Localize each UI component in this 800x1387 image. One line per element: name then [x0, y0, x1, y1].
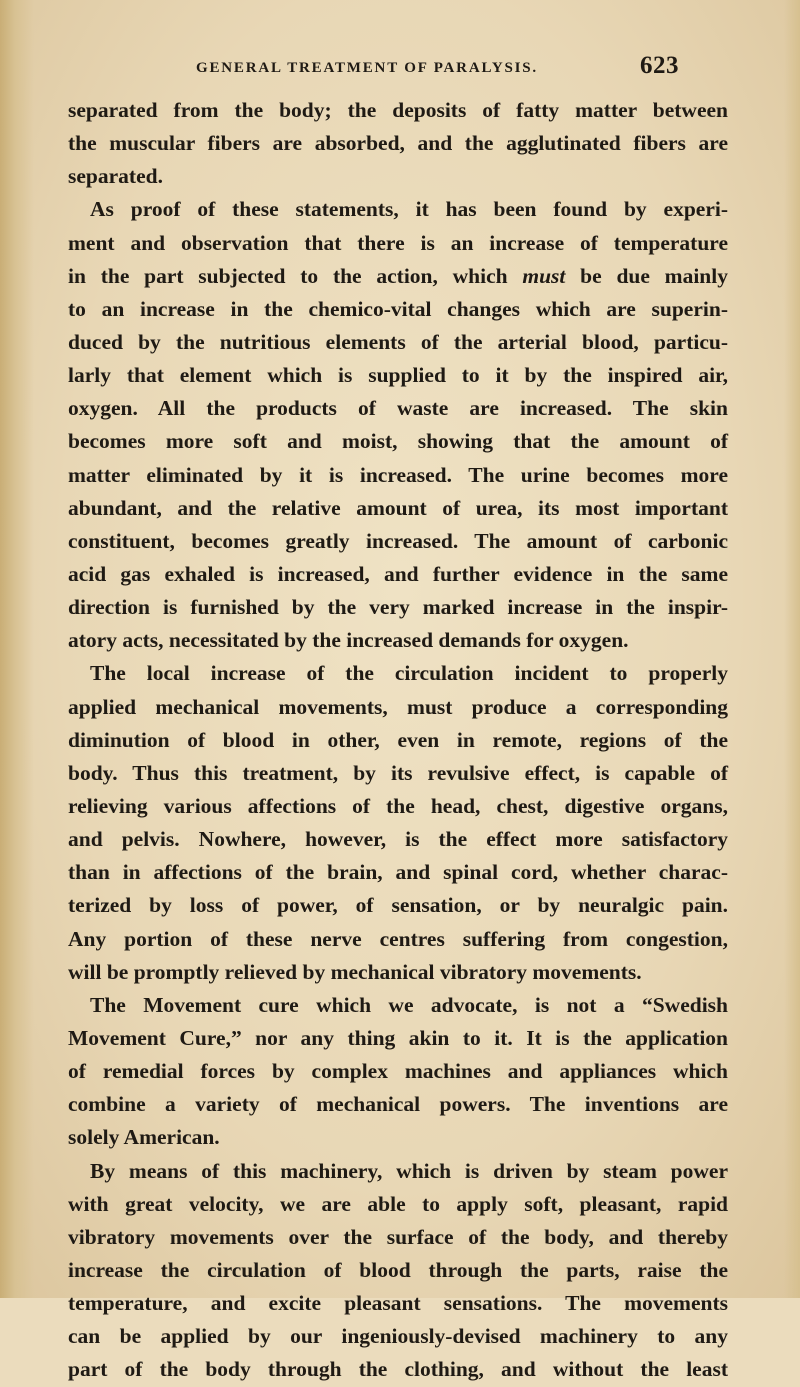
text-line: increase the circulation of blood through the parts, raise the — [68, 1257, 728, 1282]
running-head-title: GENERAL TREATMENT OF PARALYSIS. — [196, 60, 538, 76]
text-line: Any portion of these nerve centres suffering from congestion, — [68, 926, 728, 951]
text-line: terized by loss of power, of sensation, or by neuralgic pain. — [68, 893, 728, 918]
text-line: matter eliminated by it is increased. The urine becomes more — [68, 462, 728, 487]
page-left-edge-shadow — [0, 0, 34, 1298]
text-line: and pelvis. Nowhere, however, is the effect more satisfactory — [68, 827, 728, 852]
text-line: temperature, and excite pleasant sensations. The movements — [68, 1291, 728, 1316]
text-line: abundant, and the relative amount of urea, its most important — [68, 495, 728, 520]
text-line: vibratory movements over the surface of the body, and thereby — [68, 1224, 728, 1249]
text-line: The Movement cure which we advocate, is not a “Swedish — [90, 992, 728, 1017]
text-line-part: be due mainly — [565, 263, 728, 288]
text-line: direction is furnished by the very marked increase in the inspir- — [68, 595, 728, 620]
page-number: 623 — [640, 52, 679, 79]
emphasized-word: must — [522, 263, 566, 288]
text-line: combine a variety of mechanical powers. The inventions are — [68, 1092, 728, 1117]
text-line: relieving various affections of the head, chest, digestive organs, — [68, 793, 728, 818]
text-line: than in affections of the brain, and spinal cord, whether charac- — [68, 860, 728, 885]
text-line: duced by the nutritious elements of the arterial blood, particu- — [68, 329, 728, 354]
text-line: The local increase of the circulation incident to properly — [90, 661, 728, 686]
text-line: diminution of blood in other, even in remote, regions of the — [68, 727, 728, 752]
text-line: becomes more soft and moist, showing that the amount of — [68, 429, 728, 454]
text-line: Movement Cure,” nor any thing akin to it. It is the application — [68, 1025, 728, 1050]
page-right-edge-shadow — [784, 0, 800, 1298]
text-line: constituent, becomes greatly increased. The amount of carbonic — [68, 528, 728, 553]
text-line: oxygen. All the products of waste are increased. The skin — [68, 396, 728, 421]
text-line: atory acts, necessitated by the increased demands for oxygen. — [68, 628, 629, 653]
text-line — [68, 260, 728, 293]
text-line: acid gas exhaled is increased, and further evidence in the same — [68, 561, 728, 586]
text-line: separated. — [68, 164, 163, 189]
text-line: larly that element which is supplied to it by the inspired air, — [68, 363, 728, 388]
text-line: of remedial forces by complex machines and appliances which — [68, 1059, 728, 1084]
text-line-part: in the part subjected to the action, which — [68, 263, 523, 288]
body-text — [68, 94, 728, 1386]
text-line: As proof of these statements, it has been found by experi- — [90, 197, 728, 222]
text-line: will be promptly relieved by mechanical vibratory movements. — [68, 959, 642, 984]
text-line: ment and observation that there is an increase of temperature — [68, 230, 728, 255]
text-line: solely American. — [68, 1125, 220, 1150]
text-line: applied mechanical movements, must produce a corresponding — [68, 694, 728, 719]
text-line: the muscular fibers are absorbed, and the agglutinated fibers are — [68, 131, 728, 156]
text-line: By means of this machinery, which is driven by steam power — [90, 1158, 728, 1183]
text-line: body. Thus this treatment, by its revulsive effect, is capable of — [68, 760, 728, 785]
text-line: to an increase in the chemico-vital changes which are superin- — [68, 296, 728, 321]
text-line: part of the body through the clothing, and without the least — [68, 1357, 728, 1382]
text-line: with great velocity, we are able to apply soft, pleasant, rapid — [68, 1191, 728, 1216]
running-head — [0, 52, 800, 82]
text-line: can be applied by our ingeniously-devised machinery to any — [68, 1324, 728, 1349]
text-line: separated from the body; the deposits of fatty matter between — [68, 98, 728, 122]
